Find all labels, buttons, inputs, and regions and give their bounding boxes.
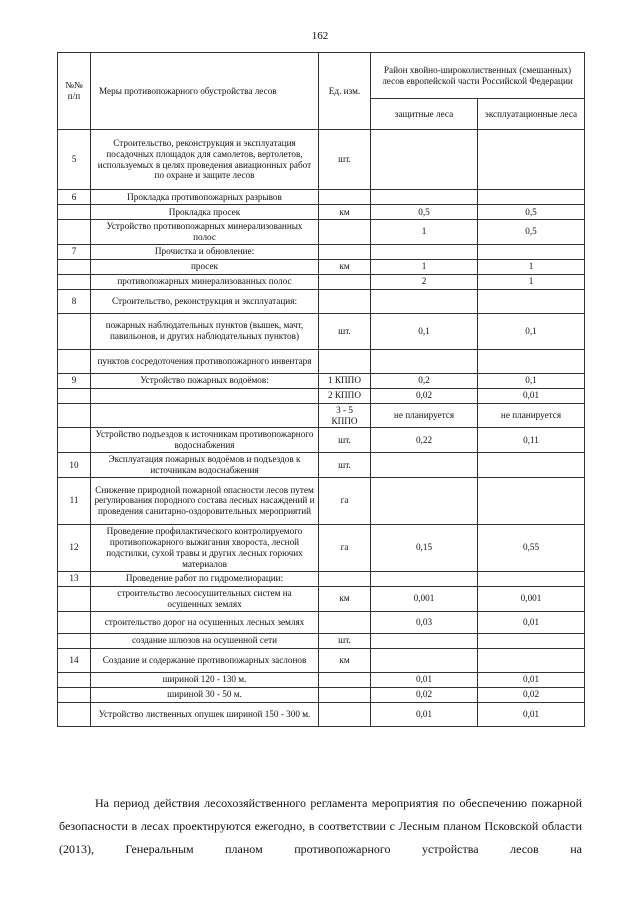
- cell-expl: 1: [478, 274, 585, 289]
- cell-prot: 0,01: [371, 672, 478, 687]
- cell-num: 13: [58, 571, 91, 586]
- cell-unit: км: [319, 586, 371, 611]
- cell-unit: км: [319, 259, 371, 274]
- cell-expl: 0,02: [478, 687, 585, 702]
- cell-measure: шириной 120 - 130 м.: [91, 672, 319, 687]
- table-row: [58, 403, 585, 428]
- cell-expl: 0,5: [478, 205, 585, 220]
- cell-measure: Строительство, реконструкция и эксплуатация:: [91, 289, 319, 313]
- cell-prot: 2: [371, 274, 478, 289]
- table-row: [58, 313, 585, 349]
- cell-expl: 0,11: [478, 428, 585, 453]
- cell-unit: км: [319, 205, 371, 220]
- cell-unit: шт.: [319, 453, 371, 478]
- table-row: [58, 428, 585, 453]
- table-row: [58, 220, 585, 245]
- cell-prot: 0,001: [371, 586, 478, 611]
- cell-unit: [319, 289, 371, 313]
- table-row: [58, 611, 585, 633]
- table-row: [58, 571, 585, 586]
- header-num: №№ п/п: [58, 53, 91, 130]
- cell-expl: [478, 289, 585, 313]
- table-row: [58, 244, 585, 259]
- cell-num: [58, 349, 91, 373]
- cell-num: 6: [58, 190, 91, 205]
- cell-expl: 0,001: [478, 586, 585, 611]
- cell-expl: 0,1: [478, 313, 585, 349]
- table-row: [58, 453, 585, 478]
- cell-prot: [371, 571, 478, 586]
- cell-measure: пожарных наблюдательных пунктов (вышек, мачт, павильонов, и других наблюдательных пунктов): [91, 313, 319, 349]
- table-row: [58, 190, 585, 205]
- cell-expl: [478, 244, 585, 259]
- cell-prot: 0,03: [371, 611, 478, 633]
- paragraph-text: На период действия лесохозяйственного регламента мероприятия по обеспечению пожарной безопасности в лесах проектируются ежегодно, в соответствии с Лесным планом Псковской области (2013), Генеральным планом противопожарного устройства лесов на: [59, 796, 582, 856]
- cell-prot: 0,02: [371, 388, 478, 403]
- table-row: [58, 259, 585, 274]
- cell-prot: 0,01: [371, 702, 478, 726]
- cell-measure: Проведение работ по гидромелиорации:: [91, 571, 319, 586]
- table-row: [58, 130, 585, 190]
- cell-unit: [319, 244, 371, 259]
- cell-expl: 0,01: [478, 672, 585, 687]
- cell-unit: га: [319, 477, 371, 524]
- cell-num: [58, 259, 91, 274]
- cell-num: 8: [58, 289, 91, 313]
- table-row: [58, 687, 585, 702]
- cell-unit: шт.: [319, 130, 371, 190]
- cell-unit: шт.: [319, 428, 371, 453]
- cell-num: [58, 313, 91, 349]
- cell-num: 9: [58, 373, 91, 388]
- cell-measure: Эксплуатация пожарных водоёмов и подъездов к источникам водоснабжения: [91, 453, 319, 478]
- cell-num: 11: [58, 477, 91, 524]
- cell-expl: [478, 571, 585, 586]
- cell-measure: строительство дорог на осушенных лесных землях: [91, 611, 319, 633]
- cell-measure: шириной 30 - 50 м.: [91, 687, 319, 702]
- cell-measure: [91, 388, 319, 403]
- cell-expl: 0,01: [478, 702, 585, 726]
- table-row: [58, 672, 585, 687]
- cell-expl: 0,01: [478, 611, 585, 633]
- cell-unit: км: [319, 648, 371, 672]
- table-row: [58, 477, 585, 524]
- cell-measure: [91, 403, 319, 428]
- cell-num: [58, 274, 91, 289]
- cell-num: [58, 403, 91, 428]
- cell-measure: Строительство, реконструкция и эксплуатация посадочных площадок для самолетов, вертолетов, используемых в целях проведения авиационных работ по охране и защите лесов: [91, 130, 319, 190]
- table-body: [58, 130, 585, 727]
- cell-expl: 0,01: [478, 388, 585, 403]
- cell-unit: [319, 190, 371, 205]
- cell-unit: [319, 672, 371, 687]
- cell-prot: 0,02: [371, 687, 478, 702]
- cell-measure: Устройство подъездов к источникам противопожарного водоснабжения: [91, 428, 319, 453]
- cell-prot: [371, 244, 478, 259]
- cell-unit: 3 - 5 КППО: [319, 403, 371, 428]
- cell-measure: Устройство пожарных водоёмов:: [91, 373, 319, 388]
- table-row: [58, 586, 585, 611]
- cell-num: [58, 205, 91, 220]
- table-row: [58, 388, 585, 403]
- cell-expl: не планируется: [478, 403, 585, 428]
- cell-expl: 0,1: [478, 373, 585, 388]
- cell-expl: [478, 648, 585, 672]
- cell-unit: 2 КППО: [319, 388, 371, 403]
- cell-unit: [319, 274, 371, 289]
- cell-measure: строительство лесоосушительных систем на осушенных землях: [91, 586, 319, 611]
- cell-prot: [371, 453, 478, 478]
- cell-measure: Устройство противопожарных минерализованных полос: [91, 220, 319, 245]
- cell-prot: 0,22: [371, 428, 478, 453]
- cell-prot: [371, 648, 478, 672]
- cell-num: 5: [58, 130, 91, 190]
- cell-unit: га: [319, 524, 371, 571]
- table-row: [58, 205, 585, 220]
- cell-measure: пунктов сосредоточения противопожарного инвентаря: [91, 349, 319, 373]
- cell-prot: 0,1: [371, 313, 478, 349]
- cell-prot: [371, 477, 478, 524]
- cell-num: [58, 672, 91, 687]
- table-row: [58, 648, 585, 672]
- cell-prot: [371, 633, 478, 648]
- cell-prot: 0,2: [371, 373, 478, 388]
- cell-prot: 0,5: [371, 205, 478, 220]
- cell-num: [58, 611, 91, 633]
- cell-expl: [478, 633, 585, 648]
- cell-measure: Прокладка противопожарных разрывов: [91, 190, 319, 205]
- cell-unit: [319, 571, 371, 586]
- header-exploitation: эксплуатационные леса: [478, 99, 585, 130]
- cell-unit: 1 КППО: [319, 373, 371, 388]
- cell-expl: 1: [478, 259, 585, 274]
- cell-expl: 0,55: [478, 524, 585, 571]
- cell-num: 14: [58, 648, 91, 672]
- cell-prot: 1: [371, 259, 478, 274]
- header-unit: Ед. изм.: [319, 53, 371, 130]
- table-row: [58, 373, 585, 388]
- cell-measure: Прокладка просек: [91, 205, 319, 220]
- body-paragraph: [59, 792, 582, 861]
- cell-num: [58, 633, 91, 648]
- header-protective: защитные леса: [371, 99, 478, 130]
- cell-measure: противопожарных минерализованных полос: [91, 274, 319, 289]
- cell-prot: не планируется: [371, 403, 478, 428]
- cell-measure: просек: [91, 259, 319, 274]
- cell-unit: шт.: [319, 313, 371, 349]
- cell-prot: [371, 289, 478, 313]
- cell-unit: [319, 220, 371, 245]
- cell-num: [58, 428, 91, 453]
- cell-prot: [371, 130, 478, 190]
- cell-measure: Устройство лиственных опушек шириной 150 - 300 м.: [91, 702, 319, 726]
- cell-unit: [319, 611, 371, 633]
- cell-prot: 0,15: [371, 524, 478, 571]
- cell-expl: [478, 453, 585, 478]
- cell-num: 7: [58, 244, 91, 259]
- table-row: [58, 524, 585, 571]
- cell-unit: шт.: [319, 633, 371, 648]
- table-row: [58, 289, 585, 313]
- table-row: [58, 702, 585, 726]
- cell-unit: [319, 687, 371, 702]
- fire-safety-measures-table: [57, 52, 585, 727]
- cell-measure: Создание и содержание противопожарных заслонов: [91, 648, 319, 672]
- cell-prot: 1: [371, 220, 478, 245]
- cell-num: 12: [58, 524, 91, 571]
- cell-num: [58, 687, 91, 702]
- cell-expl: 0,5: [478, 220, 585, 245]
- cell-measure: Прочистка и обновление:: [91, 244, 319, 259]
- cell-unit: [319, 349, 371, 373]
- page-number: 162: [311, 30, 329, 42]
- cell-prot: [371, 190, 478, 205]
- cell-measure: Проведение профилактического контролируемого противопожарного выжигания хвороста, лесной подстилки, сухой травы и других лесных горючих материалов: [91, 524, 319, 571]
- table-row: [58, 274, 585, 289]
- header-measure: Меры противопожарного обустройства лесов: [91, 53, 319, 130]
- cell-num: 10: [58, 453, 91, 478]
- table-row: [58, 349, 585, 373]
- cell-expl: [478, 477, 585, 524]
- cell-measure: создание шлюзов на осушенной сети: [91, 633, 319, 648]
- table-header: [58, 53, 585, 130]
- cell-num: [58, 702, 91, 726]
- cell-expl: [478, 190, 585, 205]
- cell-unit: [319, 702, 371, 726]
- cell-expl: [478, 349, 585, 373]
- cell-num: [58, 220, 91, 245]
- cell-prot: [371, 349, 478, 373]
- cell-num: [58, 586, 91, 611]
- cell-measure: Снижение природной пожарной опасности лесов путем регулирования породного состава лесных насаждений и проведения санитарно-оздоровительных мероприятий: [91, 477, 319, 524]
- table-row: [58, 633, 585, 648]
- cell-expl: [478, 130, 585, 190]
- cell-num: [58, 388, 91, 403]
- header-district: Район хвойно-широколиственных (смешанных) лесов европейской части Российской Федерации: [371, 53, 585, 99]
